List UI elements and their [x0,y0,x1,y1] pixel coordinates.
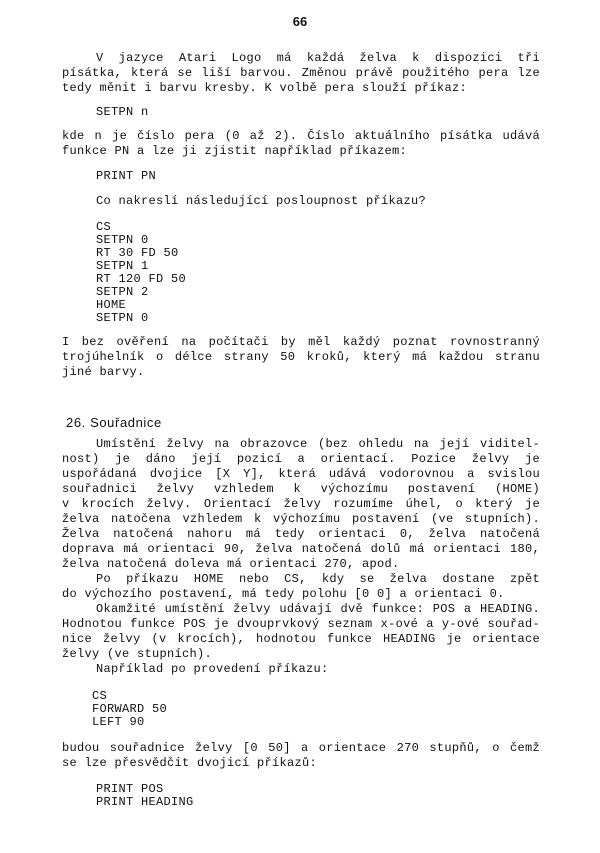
code-line: SETPN n [96,105,149,119]
para2-line: kde n je číslo pera (0 až 2). Číslo aktuálního písátka udává [62,129,540,143]
para4-line: uspořádaná dvojice [X Y], která udává vodorovnou a svislou [62,467,540,481]
para2-line: funkce PN a lze ji zjistit například příkazem: [62,144,408,158]
para8-line: budou souřadnice želvy [0 50] a orientace 270 stupňů, o čemž [62,741,540,755]
code-line: SETPN 1 [96,259,149,273]
para6-line: nice želvy (v krocích), hodnotou funkce HEADING je orientace [62,632,540,646]
para4-line: doprava má orientaci 90, želva natočená dolů má orientaci 180, [62,542,540,556]
para3-line: jiné barvy. [62,365,145,379]
para6-line: Okamžité umístění želvy udávají dvě funkce: POS a HEADING. [96,602,540,616]
para8-line: se lze přesvědčit dvojicí příkazů: [62,756,318,770]
para7-line: Například po provedení příkazu: [96,662,329,676]
para1-line: tedy měnit i barvu kresby. K volbě pera slouží příkaz: [62,81,468,95]
para6-line: Hodnotou funkce POS je dvouprvkový seznam x-ové a y-ové souřad- [62,617,540,631]
para4-line: nost) je dáno její pozicí a orientací. Pozice želvy je [62,452,540,466]
para3-line: trojúhelník o délce strany 50 kroků, který má každou stranu [62,350,540,364]
para4-line: želva natočena vzhledem k výchozímu postavení (ve stupních). [62,512,540,526]
code-line: HOME [96,298,127,312]
code-line: PRINT HEADING [96,795,194,809]
section-heading: 26. Souřadnice [66,415,162,430]
para4-line: želva natočená doleva má orientaci 270, apod. [62,557,400,571]
question-text: Co nakreslí následující posloupnost příkazu? [96,194,427,208]
para6-line: želvy (ve stupních). [62,647,213,661]
code-line: SETPN 0 [96,233,149,247]
para4-line: souřadnici želvy vzhledem k výchozímu postavení (HOME) [62,482,540,496]
para4-line: Želva natočená nahoru má tedy orientaci 0, želva natočená [62,527,540,541]
code-line: PRINT PN [96,169,157,183]
para4-line: Umístění želvy na obrazovce (bez ohledu na její viditel- [96,437,540,451]
code-line: RT 120 FD 50 [96,272,187,286]
para5-line: do výchozího postavení, má tedy polohu [0 0] a orientaci 0. [62,587,505,601]
code-line: LEFT 90 [92,715,145,729]
para3-line: I bez ověření na počítači by měl každý poznat rovnostranný [62,335,540,349]
code-line: SETPN 2 [96,285,149,299]
para1-line: V jazyce Atari Logo má každá želva k dispozici tři [96,51,540,65]
para1-line: písátka, která se liší barvou. Změnou právě použitého pera lze [62,66,540,80]
page-number: 66 [292,14,308,29]
code-line: SETPN 0 [96,311,149,325]
code-line: CS [96,220,112,234]
code-line: RT 30 FD 50 [96,246,179,260]
code-line: FORWARD 50 [92,702,168,716]
para4-line: v krocích želvy. Orientací želvy rozumíme úhel, o který je [62,497,540,511]
code-line: PRINT POS [96,782,164,796]
para5-line: Po příkazu HOME nebo CS, kdy se želva dostane zpět [96,572,540,586]
code-line: CS [92,689,108,703]
